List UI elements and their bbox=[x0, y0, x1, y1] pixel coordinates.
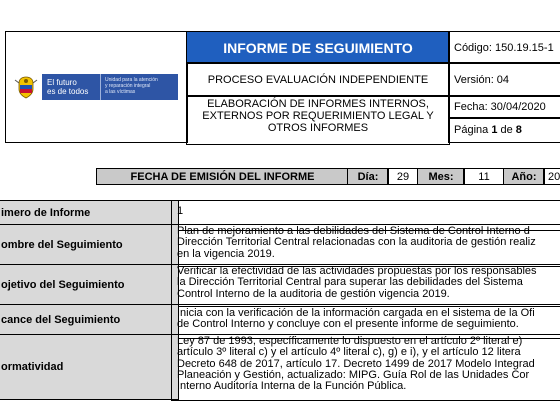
report-title: INFORME DE SEGUIMIENTO bbox=[186, 31, 450, 64]
value-line: Plan de mejoramiento a las debilidades del Sistema de Control Interno d bbox=[177, 225, 530, 237]
document-date: Fecha: 30/04/2020 bbox=[448, 95, 560, 119]
day-label: Día: bbox=[347, 168, 389, 185]
logo-slogan bbox=[42, 74, 100, 100]
value-line: artículo 3º literal c) y el artículo 4º literal c), g) e i), y el artículo 12 litera bbox=[177, 346, 521, 359]
coat-of-arms-icon bbox=[13, 74, 39, 100]
elaboration-line: OTROS INFORMES bbox=[267, 122, 369, 134]
value-line: Control Interno de la auditoria de gestión vigencia 2019. bbox=[177, 287, 450, 300]
logo-unit-line: a las víctimas bbox=[105, 89, 136, 95]
value-line: de Control Interno y concluye con el presente informe de seguimiento. bbox=[177, 318, 519, 331]
tracking-scope-label: cance del Seguimiento bbox=[0, 304, 179, 336]
logo-unit-line: y reparación integral bbox=[105, 83, 151, 89]
day-value: 29 bbox=[387, 168, 419, 185]
tracking-name-value bbox=[171, 224, 560, 267]
regulations-value bbox=[171, 334, 560, 401]
logo-unit-name bbox=[100, 74, 178, 100]
elaboration-description bbox=[186, 95, 450, 145]
value-line: Verificar la efectividad de las actividades propuestas por los responsables bbox=[177, 265, 537, 277]
logo-unit-line: Unidad para la atención bbox=[105, 77, 158, 83]
document-version: Versión: 04 bbox=[448, 62, 560, 97]
value-line: Ley 87 de 1993, específicamente lo dispuesto en el artículo 2º literal e) bbox=[177, 335, 523, 347]
regulations-label: ormatividad bbox=[0, 334, 179, 400]
value-line: Interno Auditoría Interna de la Función Pública. bbox=[177, 380, 407, 393]
logo-slogan-line: El futuro bbox=[47, 78, 77, 87]
value-line: Dirección Territorial Central relacionadas con la auditoria de gestión realiz bbox=[177, 236, 536, 249]
page-indicator bbox=[448, 117, 560, 143]
document-code: Código: 150.19.15-1 bbox=[448, 31, 560, 64]
institution-logo bbox=[13, 74, 181, 100]
elaboration-line: ELABORACIÓN DE INFORMES INTERNOS, bbox=[207, 98, 429, 110]
value-line: en la vigencia 2019. bbox=[177, 247, 275, 260]
page-middle: de bbox=[497, 124, 516, 136]
page-total: 8 bbox=[515, 124, 522, 136]
elaboration-line: EXTERNOS POR REQUERIMIENTO LEGAL Y bbox=[202, 110, 434, 122]
tracking-name-label: ombre del Seguimiento bbox=[0, 224, 179, 266]
month-label: Mes: bbox=[417, 168, 465, 185]
process-name: PROCESO EVALUACIÓN INDEPENDIENTE bbox=[186, 62, 450, 97]
year-value: 20 bbox=[543, 168, 560, 185]
logo-slogan-line: es de todos bbox=[47, 87, 89, 96]
tracking-objective-value bbox=[171, 264, 560, 307]
report-number-label: imero de Informe bbox=[0, 200, 179, 226]
tracking-objective-label: ojetivo del Seguimiento bbox=[0, 264, 179, 306]
logo-cell bbox=[5, 31, 188, 143]
emission-date-label: FECHA DE EMISIÓN DEL INFORME bbox=[96, 168, 349, 185]
value-line: Inicia con la verificación de la información cargada en el sistema de la Ofi bbox=[177, 307, 535, 319]
value-line: Planeación y Gestión, actualizado: MIPG. Guía Rol de las Unidades Cor bbox=[177, 368, 530, 381]
value-line: la Dirección Territorial Central para superar las debilidades del Sistema bbox=[177, 276, 523, 289]
value-line: Decreto 648 de 2017, artículo 17. Decreto 1499 de 2017 Modelo Integrad bbox=[177, 357, 535, 370]
page-prefix: Página bbox=[454, 124, 492, 136]
page-current: 1 bbox=[491, 124, 498, 136]
value-line: 1 bbox=[177, 205, 184, 217]
year-label: Año: bbox=[503, 168, 545, 185]
month-value: 11 bbox=[463, 168, 505, 185]
document-header bbox=[5, 31, 560, 141]
